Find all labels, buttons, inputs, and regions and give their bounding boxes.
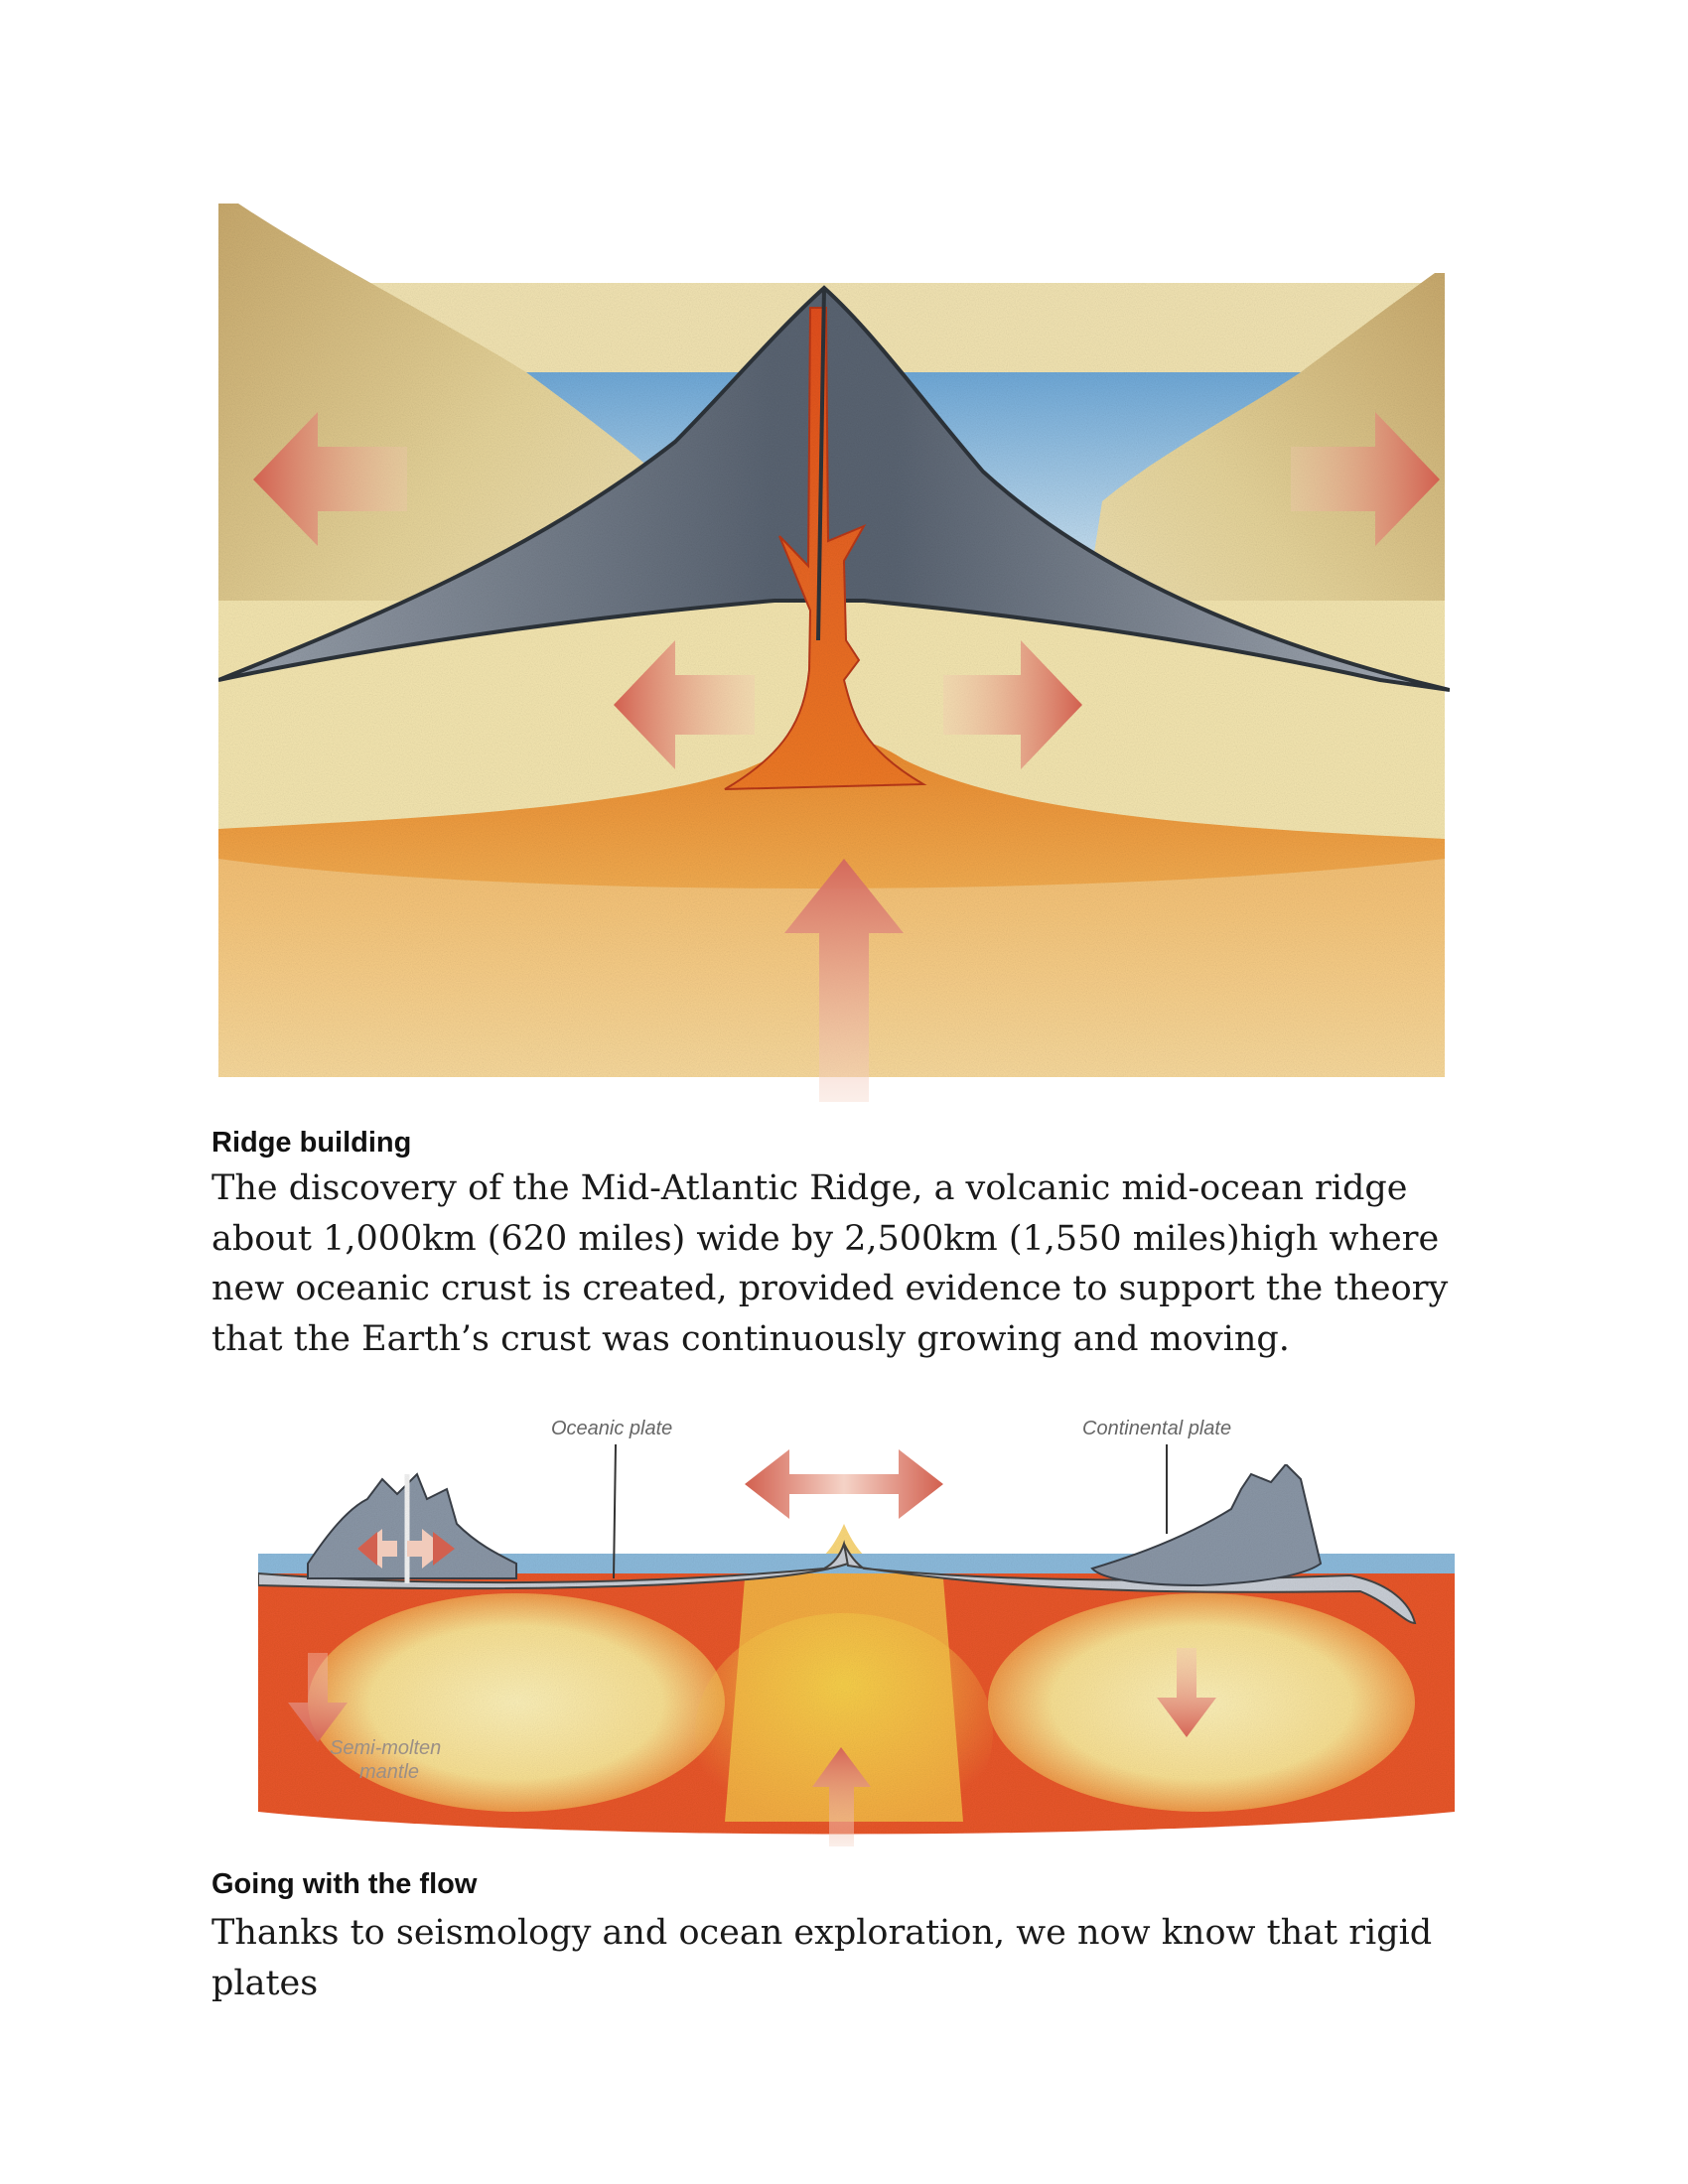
section-heading-going-with-the-flow: Going with the flow — [211, 1868, 478, 1900]
ridge-building-illustration — [209, 204, 1460, 1102]
oceanic-plate-label: Oceanic plate — [551, 1418, 673, 1439]
semi-molten-mantle-label-line2: mantle — [359, 1761, 420, 1783]
section-paragraph-going-with-the-flow: Thanks to seismology and ocean exploration, we now know that rigid plates — [211, 1913, 1433, 2003]
section-paragraph-ridge-building: The discovery of the Mid-Atlantic Ridge, a volcanic mid-ocean ridge about 1,000km (620 miles) wide by 2,500km (1,550 miles)high where new oceanic crust is created, provided evidence to support the theory that the Earth’s crust was continuously growing and moving. — [211, 1168, 1449, 1359]
continental-plate-label: Continental plate — [1082, 1418, 1232, 1439]
plate-movement-illustration — [248, 1405, 1470, 1856]
section-heading-ridge-building: Ridge building — [211, 1127, 412, 1159]
semi-molten-mantle-label-line1: Semi-molten — [330, 1737, 442, 1759]
